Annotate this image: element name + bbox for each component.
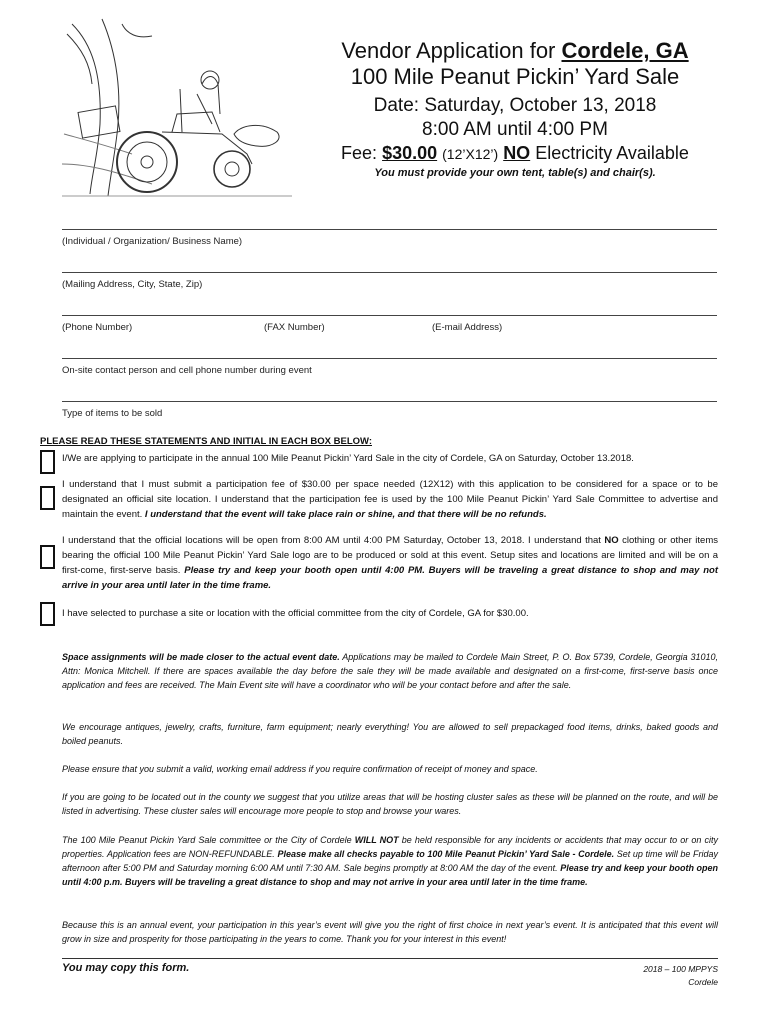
items-caption: Type of items to be sold — [62, 408, 163, 419]
event-name: 100 Mile Peanut Pickin’ Yard Sale — [350, 64, 680, 89]
fee-no: NO — [503, 143, 531, 163]
paragraph-county: If you are going to be located out in the county we suggest that you utilize areas that will be hosting cluster sales as these will be planned on the route, and will be listed in advertising. These cluster sales will encourage more people to stop and browse your wares. — [62, 792, 718, 816]
event-date: Date: Saturday, October 13, 2018 — [373, 95, 657, 116]
footer-copy-note: You may copy this form. — [62, 962, 190, 974]
footer-divider — [62, 958, 718, 959]
phone-caption: (Phone Number) — [62, 322, 133, 333]
initial-box-3[interactable] — [40, 545, 55, 569]
statement-3: I understand that the official locations will be open from 8:00 AM until 4:00 PM Saturday, October 13, 2018. I understand that NO clothing or other items bearing the official 100 Mile Peanut Pickin’ Yard Sale logo are to be produced or sold at this event. Setup sites and locations are limited and will be on a first-come, first-serve basis. Please try and keep your booth open until 4:00 PM. Buyers will be traveling a great distance to shop and may not arrive in your area until later in the time frame. — [62, 535, 718, 591]
tractor-illustration — [62, 14, 292, 204]
initial-box-4[interactable] — [40, 602, 55, 626]
name-caption: (Individual / Organization/ Business Name) — [62, 236, 243, 247]
paragraph-space-assignments: Space assignments will be made closer to the actual event date. Applications may be mailed to Cordele Main Street, P. O. Box 5739, Cordele, Georgia 31010, Attn: Monica Mitchell. If there are spaces available the day before the sale they will be made available and designated on a first-come, first-serve basis once application and fees are received. The Main Event site will have a coordinator who will be your contact before and after the sale. — [62, 652, 718, 690]
footer-year: 2018 – 100 MPPYS — [643, 964, 718, 974]
paragraph-liability: The 100 Mile Peanut Pickin Yard Sale committee or the City of Cordele WILL NOT be held responsible for any incidents or accidents that may occur to or on city properties. Application fees are NON-REFUNDABLE. Please make all checks payable to 100 Mile Peanut Pickin’ Yard Sale - Cordele. Set up time will be Friday afternoon after 5:00 PM and Saturday morning 6:00 AM until 7:30 AM. Sale begins promptly at 8:00 AM the day of the event. Please try and keep your booth open until 4:00 p.m. Buyers will be traveling a great distance to shop and may not arrive in your area until later in the time frame. — [62, 835, 718, 887]
statement-4: I have selected to purchase a site or location with the official committee from the city of Cordele, GA for $30.00. — [62, 608, 529, 619]
fee-size: (12’X12’) — [442, 146, 499, 162]
initial-box-2[interactable] — [40, 486, 55, 510]
initial-box-1[interactable] — [40, 450, 55, 474]
instructions-heading: PLEASE READ THESE STATEMENTS AND INITIAL IN EACH BOX BELOW: — [40, 436, 372, 447]
title-place: Cordele, GA — [561, 38, 689, 63]
statement-2: I understand that I must submit a participation fee of $30.00 per space needed (12X12) with this application to be considered for a space or to be designated an official site location. I understand that the participation fee is used by the 100 Mile Peanut Pickin’ Yard Sale Committee to advertise and maintain the event. I understand that the event will take place rain or shine, and that there will be no refunds. — [62, 479, 718, 520]
items-field[interactable] — [62, 401, 717, 419]
fee-amount: $30.00 — [382, 143, 438, 163]
paragraph-email: Please ensure that you submit a valid, working email address if you require confirmation of receipt of money and space. — [62, 764, 538, 774]
form-title: Vendor Application for Cordele, GA — [341, 38, 689, 63]
name-field[interactable] — [62, 229, 717, 247]
footer-reference — [643, 963, 718, 989]
paragraph-encourage: We encourage antiques, jewelry, crafts, furniture, farm equipment; nearly everything! You are allowed to sell prepackaged food items, drinks, baked goods and boiled peanuts. — [62, 722, 718, 746]
contact-field[interactable] — [62, 358, 717, 376]
email-caption: (E-mail Address) — [432, 322, 503, 333]
provide-note: You must provide your own tent, table(s) and chair(s). — [374, 167, 656, 179]
event-time: 8:00 AM until 4:00 PM — [422, 119, 608, 140]
contact-caption: On-site contact person and cell phone number during event — [62, 365, 312, 376]
phone-fax-email-field[interactable] — [62, 315, 717, 337]
statement-1: I/We are applying to participate in the annual 100 Mile Peanut Pickin’ Yard Sale in the city of Cordele, GA on Saturday, October 13.2018. — [62, 453, 634, 464]
event-fee: Fee: $30.00 (12’X12’) NO Electricity Available — [341, 143, 689, 163]
address-caption: (Mailing Address, City, State, Zip) — [62, 279, 203, 290]
footer-city: Cordele — [688, 977, 718, 987]
paragraph-annual: Because this is an annual event, your participation in this year’s event will give you the right of first choice in next year’s event. It is anticipated that this event will grow in size and prosperity for those participating in the years to come. Thank you for your interest in this event! — [62, 920, 718, 944]
fax-caption: (FAX Number) — [264, 322, 325, 333]
title-block — [300, 38, 730, 179]
address-field[interactable] — [62, 272, 717, 290]
